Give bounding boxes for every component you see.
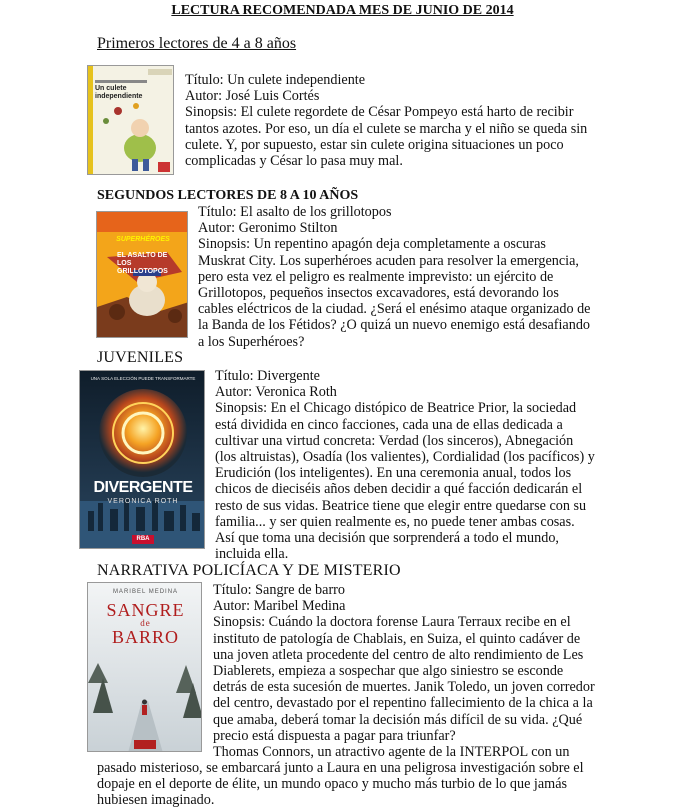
cover-tagline: UNA SOLA ELECCIÓN PUEDE TRANSFORMARTE [90,376,196,381]
section-heading-narrativa-policiaca: NARRATIVA POLICÍACA Y DE MISTERIO [97,562,401,579]
cover-author: MARIBEL MEDINA [112,589,179,595]
book-title-line: Título: Sangre de barro [213,582,345,598]
cover-title-text [117,252,177,276]
cover-brand-text: SUPERHÉROES [116,236,170,243]
cover-title-line-3: BARRO [111,627,179,647]
book-synopsis: Sinopsis: En el Chicago distópico de Beatrice Prior, la sociedad está dividida en cinco facciones, cada una de ellas dedicada a cultivar una virtud concreta: Verdad (los sinceros), Abnegación (los altruistas), Osadía (los valientes), Cordialidad (los pacíficos) y Erudición (los inteligentes). En una ceremonia anual, todos los chicos de dieciséis años deben decidir a qué facción dedicarán el resto de sus vidas. Beatrice tiene que elegir entre quedarse con su familia... y ser quien realmente es, no puede tener ambas cosas. Así que toma una decisión que sorprenderá a todo el mundo, incluida ella. [215,400,595,563]
book-author-line: Autor: Veronica Roth [215,384,337,401]
book-synopsis-continuation-2: pasado misterioso, se embarcará junto a Laura en una peligrosa investigación sobre el dopaje en el deporte de élite, un mundo opaco y mucho más turbio de lo que jamás hubiesen imaginado. [97,760,584,809]
book-cover-sangre-de-barro [87,582,202,752]
publisher-logo: RBA [132,535,154,544]
section-heading-primeros-lectores: Primeros lectores de 4 a 8 años [97,35,297,52]
page-title: LECTURA RECOMENDADA MES DE JUNIO DE 2014 [171,3,514,18]
book-synopsis: Sinopsis: Un repentino apagón deja completamente a oscuras Muskrat City. Los superhéroes acuden para resolver la emergencia, pero esta vez el peligro es realmente imprevisto: un ejército de Grillotopos, pequeños insectos excavadores, está devorando los cables eléctricos de la ciudad. ¿Será el enésimo ataque organizado de la Banda de los Fétidos? ¿O quizá un nuevo enemigo está desafiando a los Superhéroes? [198,236,591,350]
section-heading-juveniles: JUVENILES [97,349,184,366]
book-info-un-culete [185,72,590,169]
cover-title: DIVERGENTE [93,479,193,496]
book-cover-un-culete-independiente [87,65,174,175]
book-synopsis: Sinopsis: El culete regordete de César Pompeyo está harto de recibir tantos azotes. Por eso, un día el culete se marcha y el niño se queda sin culete. Y, por supuesto, estar sin culete origina situaciones un poco complicadas y César lo pasa muy mal. [185,104,588,170]
cover-title-line-1: EL ASALTO DE [117,252,168,259]
cover-author: VERONICA ROTH [107,498,179,505]
cover-title-line-1: SANGRE [106,600,185,620]
book-title-line: Título: Divergente [215,368,320,384]
book-synopsis-continuation-1: Thomas Connors, un atractivo agente de la INTERPOL con un [213,744,570,761]
book-cover-el-asalto-de-los-grillotopos [96,211,188,338]
book-info-el-asalto [198,204,593,350]
book-author-line: Autor: Maribel Medina [213,598,346,615]
book-author-line: Autor: Geronimo Stilton [198,220,338,237]
cover-title [88,601,202,646]
book-synopsis: Sinopsis: Cuándo la doctora forense Laura Terraux recibe en el instituto de patología de Chablais, en Suiza, el quinto cadáver de una joven atleta procedente del centro de alto rendimiento de Les Diablerets, empieza a sospechar que algo siniestro se esconde detrás de esta sucesión de muertes. Janik Toledo, un joven corredor del centro, devastado por el repentino fallecimiento de la chica a la que amaba, deberá tomar la decisión más difícil de su vida. ¿Qué precio está dispuesta a pagar para triunfar? [213,614,595,744]
book-info-sangre-de-barro [213,582,598,760]
book-info-divergente [215,368,595,562]
section-heading-segundos-lectores: SEGUNDOS LECTORES DE 8 A 10 AÑOS [97,188,359,203]
cover-title-text: Un culete independiente [95,85,143,100]
cover-title-line-2: de [140,618,151,628]
book-title-line: Título: Un culete independiente [185,72,366,88]
book-author-line: Autor: José Luis Cortés [185,88,320,105]
cover-title-line-2: LOS GRILLOTOPOS [117,260,168,275]
book-title-line: Título: El asalto de los grillotopos [198,204,392,220]
book-cover-divergente [79,370,205,549]
